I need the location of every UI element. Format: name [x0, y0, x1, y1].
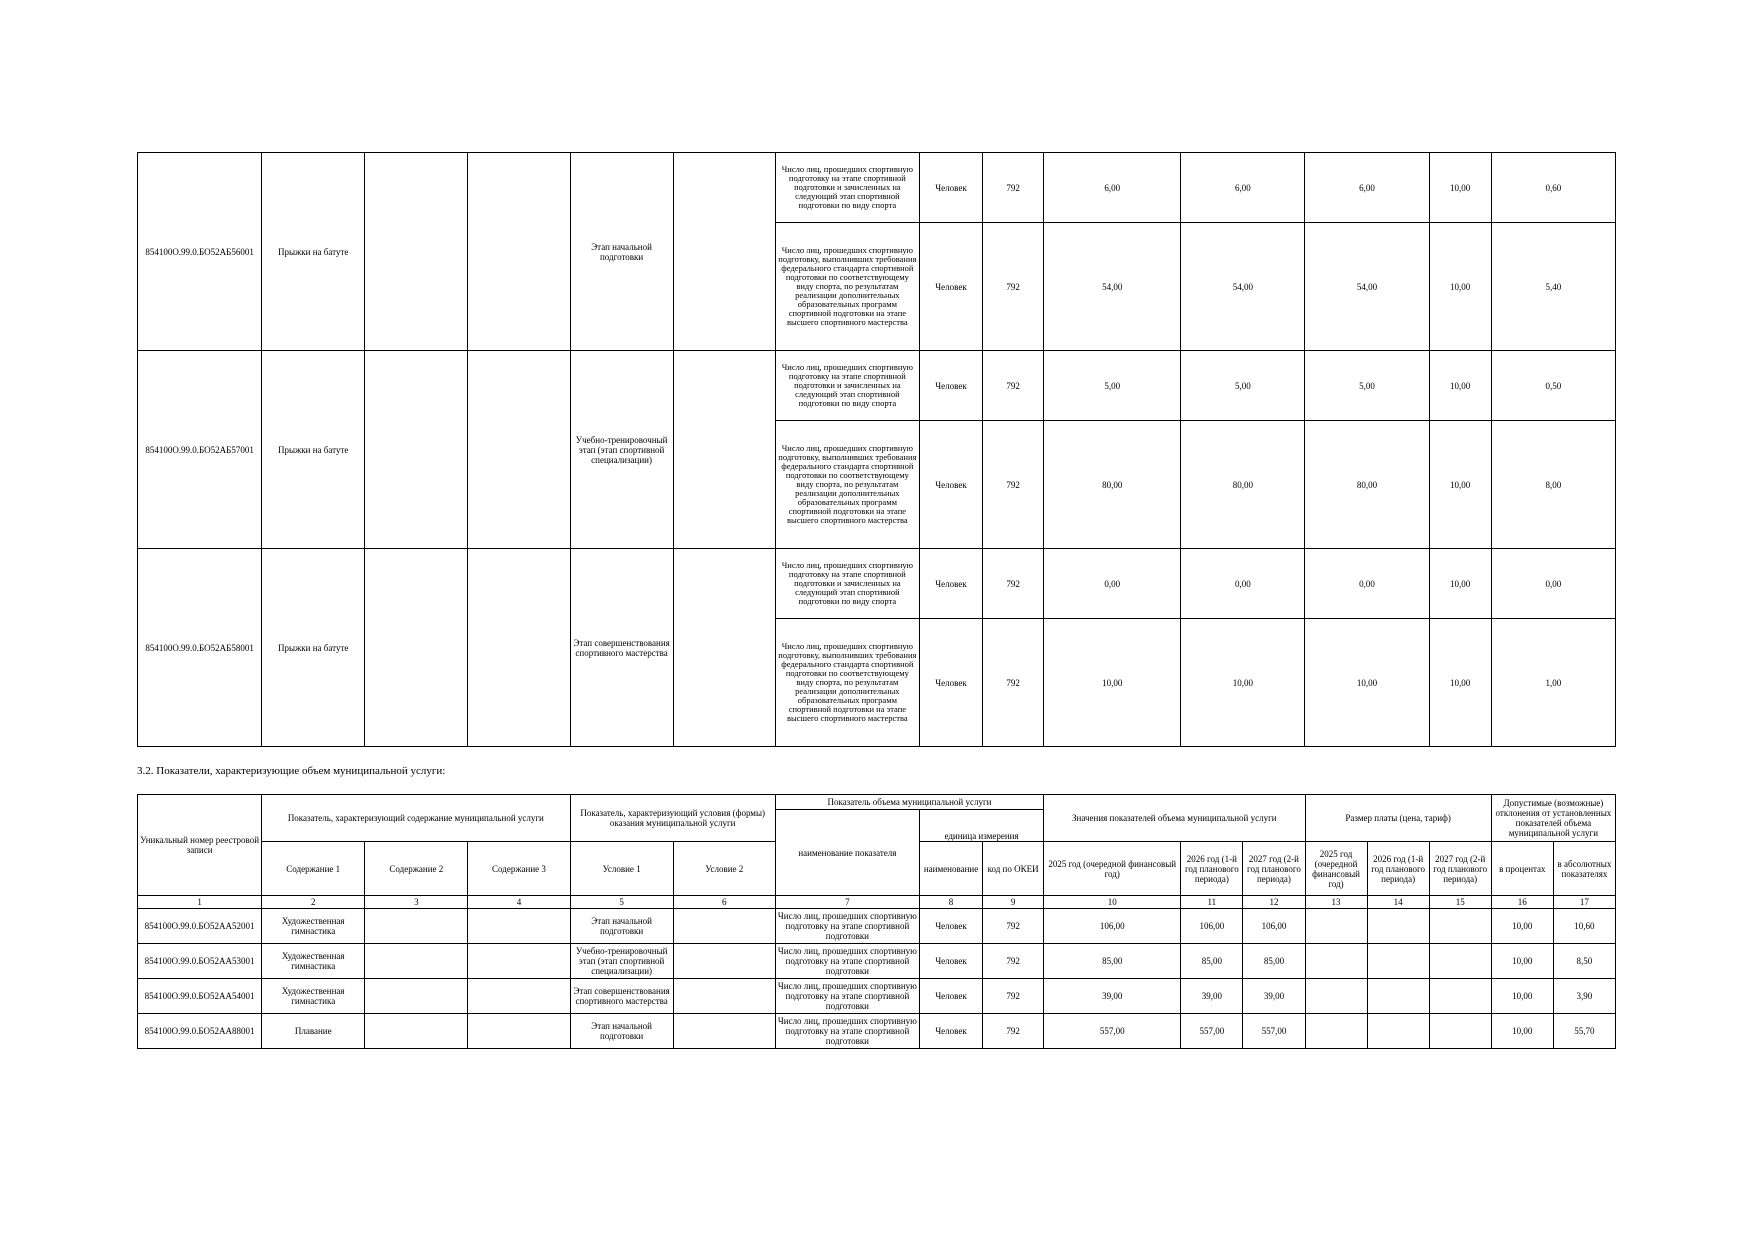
deviation-percent-cell: 10,00 — [1429, 619, 1491, 747]
registry-number: 854100О.99.0.БО52АА88001 — [138, 1014, 262, 1049]
condition-2-cell — [673, 549, 775, 747]
condition-2-cell — [673, 979, 775, 1014]
header-condition-group: Показатель, характеризующий условия (формы) оказания муниципальной услуги — [570, 795, 775, 842]
okei-code-cell: 792 — [983, 153, 1044, 223]
okei-code-cell: 792 — [983, 909, 1044, 944]
value-2025-cell: 0,00 — [1044, 549, 1181, 619]
header-values-group: Значения показателей объема муниципальной услуги — [1044, 795, 1305, 842]
content-2-cell — [365, 944, 468, 979]
value-2025-cell: 6,00 — [1044, 153, 1181, 223]
value-2025-cell: 557,00 — [1044, 1014, 1181, 1049]
header-unique-number: Уникальный номер реестровой записи — [138, 795, 262, 896]
unit-name-cell: Человек — [919, 153, 982, 223]
value-2025-cell: 54,00 — [1044, 223, 1181, 351]
content-2-cell — [365, 909, 468, 944]
content-2-cell — [365, 979, 468, 1014]
value-2025-cell: 106,00 — [1044, 909, 1181, 944]
deviation-absolute-cell: 8,50 — [1553, 944, 1615, 979]
table-row — [138, 351, 1616, 421]
value-2027-cell: 85,00 — [1243, 944, 1305, 979]
deviation-absolute-cell: 5,40 — [1491, 223, 1615, 351]
content-3-cell — [468, 549, 570, 747]
value-2026-cell: 80,00 — [1181, 421, 1305, 549]
deviation-percent-cell: 10,00 — [1429, 223, 1491, 351]
deviation-percent-cell: 10,00 — [1491, 1014, 1553, 1049]
value-2027-cell: 0,00 — [1305, 549, 1429, 619]
registry-number: 854100О.99.0.БО52АА53001 — [138, 944, 262, 979]
content-3-cell — [468, 153, 570, 351]
indicator-name-cell: Число лиц, прошедших спортивную подготовку на этапе спортивной подготовки и зачисленных на следующий этап спортивной подготовки по виду спорта — [775, 351, 919, 421]
header-content-group: Показатель, характеризующий содержание муниципальной услуги — [262, 795, 570, 842]
fee-2026-cell — [1367, 1014, 1429, 1049]
value-2027-cell: 10,00 — [1305, 619, 1429, 747]
value-2025-cell: 39,00 — [1044, 979, 1181, 1014]
column-number-cell: 5 — [570, 896, 673, 909]
header-in-percent: в процентах — [1491, 842, 1553, 896]
header-year-2026: 2026 год (1-й год планового периода) — [1181, 842, 1243, 896]
indicator-name-cell: Число лиц, прошедших спортивную подготовку на этапе спортивной подготовки — [775, 944, 919, 979]
column-number-cell: 1 — [138, 896, 262, 909]
value-2027-cell: 5,00 — [1305, 351, 1429, 421]
column-number-cell: 15 — [1429, 896, 1491, 909]
value-2026-cell: 54,00 — [1181, 223, 1305, 351]
column-numbers-row — [138, 896, 1616, 909]
condition-2-cell — [673, 153, 775, 351]
condition-1-cell: Этап начальной подготовки — [570, 153, 673, 351]
content-2-cell — [365, 351, 468, 549]
header-fee-2027: 2027 год (2-й год планового периода) — [1429, 842, 1491, 896]
deviation-percent-cell: 10,00 — [1429, 549, 1491, 619]
content-2-cell — [365, 1014, 468, 1049]
value-2026-cell: 5,00 — [1181, 351, 1305, 421]
header-year-2025: 2025 год (очередной финансовый год) — [1044, 842, 1181, 896]
indicator-name-cell: Число лиц, прошедших спортивную подготовку на этапе спортивной подготовки и зачисленных на следующий этап спортивной подготовки по виду спорта — [775, 549, 919, 619]
column-number-cell: 6 — [673, 896, 775, 909]
fee-2026-cell — [1367, 944, 1429, 979]
unit-name-cell: Человек — [919, 223, 982, 351]
deviation-absolute-cell: 0,00 — [1491, 549, 1615, 619]
condition-1-cell: Этап совершенствования спортивного мастерства — [570, 549, 673, 747]
indicator-name-cell: Число лиц, прошедших спортивную подготовку, выполнивших требования федерального стандарта спортивной подготовки по соответствующему виду спорта, по результатам реализации дополнительных образовательных программ спортивной подготовки на этапе высшего спортивного мастерства — [775, 619, 919, 747]
okei-code-cell: 792 — [983, 619, 1044, 747]
table-row — [138, 549, 1616, 619]
header-volume-group: Показатель объема муниципальной услуги — [775, 795, 1043, 810]
deviation-percent-cell: 10,00 — [1429, 153, 1491, 223]
content-1-cell: Прыжки на батуте — [262, 351, 365, 549]
column-number-cell: 12 — [1243, 896, 1305, 909]
fee-2027-cell — [1429, 979, 1491, 1014]
condition-2-cell — [673, 351, 775, 549]
okei-code-cell: 792 — [983, 979, 1044, 1014]
unit-name-cell: Человек — [919, 619, 982, 747]
okei-code-cell: 792 — [983, 1014, 1044, 1049]
deviation-percent-cell: 10,00 — [1491, 909, 1553, 944]
unit-name-cell: Человек — [919, 1014, 982, 1049]
content-3-cell — [468, 1014, 570, 1049]
okei-code-cell: 792 — [983, 944, 1044, 979]
indicator-name-cell: Число лиц, прошедших спортивную подготовку на этапе спортивной подготовки — [775, 909, 919, 944]
header-fee-2025: 2025 год (очередной финансовый год) — [1305, 842, 1367, 896]
table-row — [138, 979, 1616, 1014]
content-2-cell — [365, 549, 468, 747]
value-2027-cell: 557,00 — [1243, 1014, 1305, 1049]
column-number-cell: 14 — [1367, 896, 1429, 909]
header-content3: Содержание 3 — [468, 842, 570, 896]
fee-2026-cell — [1367, 979, 1429, 1014]
value-2026-cell: 106,00 — [1181, 909, 1243, 944]
deviation-absolute-cell: 0,60 — [1491, 153, 1615, 223]
fee-2025-cell — [1305, 909, 1367, 944]
condition-1-cell: Учебно-тренировочный этап (этап спортивной специализации) — [570, 351, 673, 549]
column-number-cell: 4 — [468, 896, 570, 909]
value-2026-cell: 85,00 — [1181, 944, 1243, 979]
value-2027-cell: 80,00 — [1305, 421, 1429, 549]
value-2027-cell: 54,00 — [1305, 223, 1429, 351]
table-row — [138, 153, 1616, 223]
content-3-cell — [468, 351, 570, 549]
header-indicator-name: наименование показателя — [775, 810, 919, 896]
fee-2027-cell — [1429, 909, 1491, 944]
value-2026-cell: 0,00 — [1181, 549, 1305, 619]
deviation-percent-cell: 10,00 — [1491, 944, 1553, 979]
content-3-cell — [468, 909, 570, 944]
content-1-cell: Художественная гимнастика — [262, 979, 365, 1014]
content-1-cell: Прыжки на батуте — [262, 153, 365, 351]
fee-2026-cell — [1367, 909, 1429, 944]
indicator-name-cell: Число лиц, прошедших спортивную подготовку на этапе спортивной подготовки — [775, 1014, 919, 1049]
unit-name-cell: Человек — [919, 549, 982, 619]
table-row — [138, 1014, 1616, 1049]
value-2026-cell: 10,00 — [1181, 619, 1305, 747]
fee-2025-cell — [1305, 944, 1367, 979]
value-2026-cell: 6,00 — [1181, 153, 1305, 223]
value-2026-cell: 557,00 — [1181, 1014, 1243, 1049]
header-unit-name: наименование — [919, 842, 982, 896]
content-3-cell — [468, 944, 570, 979]
deviation-percent-cell: 10,00 — [1491, 979, 1553, 1014]
value-2027-cell: 106,00 — [1243, 909, 1305, 944]
header-year-2027: 2027 год (2-й год планового периода) — [1243, 842, 1305, 896]
header-deviation-group: Допустимые (возможные) отклонения от установленных показателей объема муниципальной услуги — [1491, 795, 1615, 842]
column-number-cell: 11 — [1181, 896, 1243, 909]
fee-2027-cell — [1429, 1014, 1491, 1049]
section-title: 3.2. Показатели, характеризующие объем муниципальной услуги: — [137, 765, 446, 777]
content-2-cell — [365, 153, 468, 351]
condition-1-cell: Этап совершенствования спортивного мастерства — [570, 979, 673, 1014]
unit-name-cell: Человек — [919, 979, 982, 1014]
value-2027-cell: 6,00 — [1305, 153, 1429, 223]
header-condition1: Условие 1 — [570, 842, 673, 896]
deviation-absolute-cell: 0,50 — [1491, 351, 1615, 421]
registry-number: 854100О.99.0.БО52АБ56001 — [138, 153, 262, 351]
condition-1-cell: Этап начальной подготовки — [570, 1014, 673, 1049]
header-in-absolute: в абсолютных показателях — [1553, 842, 1615, 896]
deviation-absolute-cell: 1,00 — [1491, 619, 1615, 747]
condition-2-cell — [673, 909, 775, 944]
content-1-cell: Прыжки на батуте — [262, 549, 365, 747]
column-number-cell: 8 — [919, 896, 982, 909]
okei-code-cell: 792 — [983, 421, 1044, 549]
value-2025-cell: 80,00 — [1044, 421, 1181, 549]
deviation-absolute-cell: 10,60 — [1553, 909, 1615, 944]
okei-code-cell: 792 — [983, 223, 1044, 351]
registry-number: 854100О.99.0.БО52АБ58001 — [138, 549, 262, 747]
header-fee-group: Размер платы (цена, тариф) — [1305, 795, 1491, 842]
fee-2025-cell — [1305, 1014, 1367, 1049]
indicator-name-cell: Число лиц, прошедших спортивную подготовку, выполнивших требования федерального стандарта спортивной подготовки по соответствующему виду спорта, по результатам реализации дополнительных образовательных программ спортивной подготовки на этапе высшего спортивного мастерства — [775, 421, 919, 549]
content-1-cell: Художественная гимнастика — [262, 944, 365, 979]
condition-1-cell: Учебно-тренировочный этап (этап спортивной специализации) — [570, 944, 673, 979]
unit-name-cell: Человек — [919, 421, 982, 549]
registry-number: 854100О.99.0.БО52АА52001 — [138, 909, 262, 944]
indicator-name-cell: Число лиц, прошедших спортивную подготовку на этапе спортивной подготовки и зачисленных на следующий этап спортивной подготовки по виду спорта — [775, 153, 919, 223]
condition-1-cell: Этап начальной подготовки — [570, 909, 673, 944]
column-number-cell: 16 — [1491, 896, 1553, 909]
value-2025-cell: 10,00 — [1044, 619, 1181, 747]
volume-indicators-table — [137, 794, 1616, 1049]
header-content2: Содержание 2 — [365, 842, 468, 896]
unit-name-cell: Человек — [919, 944, 982, 979]
deviation-percent-cell: 10,00 — [1429, 421, 1491, 549]
okei-code-cell: 792 — [983, 549, 1044, 619]
column-number-cell: 7 — [775, 896, 919, 909]
condition-2-cell — [673, 1014, 775, 1049]
deviation-absolute-cell: 3,90 — [1553, 979, 1615, 1014]
column-number-cell: 10 — [1044, 896, 1181, 909]
column-number-cell: 3 — [365, 896, 468, 909]
column-number-cell: 2 — [262, 896, 365, 909]
column-number-cell: 13 — [1305, 896, 1367, 909]
unit-name-cell: Человек — [919, 351, 982, 421]
content-1-cell: Плавание — [262, 1014, 365, 1049]
fee-2025-cell — [1305, 979, 1367, 1014]
quality-indicators-table-continued — [137, 152, 1616, 747]
header-condition2: Условие 2 — [673, 842, 775, 896]
content-3-cell — [468, 979, 570, 1014]
header-okei-code: код по ОКЕИ — [983, 842, 1044, 896]
indicator-name-cell: Число лиц, прошедших спортивную подготовку на этапе спортивной подготовки — [775, 979, 919, 1014]
content-1-cell: Художественная гимнастика — [262, 909, 365, 944]
value-2026-cell: 39,00 — [1181, 979, 1243, 1014]
header-content1: Содержание 1 — [262, 842, 365, 896]
deviation-absolute-cell: 55,70 — [1553, 1014, 1615, 1049]
registry-number: 854100О.99.0.БО52АБ57001 — [138, 351, 262, 549]
deviation-absolute-cell: 8,00 — [1491, 421, 1615, 549]
value-2025-cell: 85,00 — [1044, 944, 1181, 979]
table-row — [138, 909, 1616, 944]
fee-2027-cell — [1429, 944, 1491, 979]
deviation-percent-cell: 10,00 — [1429, 351, 1491, 421]
indicator-name-cell: Число лиц, прошедших спортивную подготовку, выполнивших требования федерального стандарта спортивной подготовки по соответствующему виду спорта, по результатам реализации дополнительных образовательных программ спортивной подготовки на этапе высшего спортивного мастерства — [775, 223, 919, 351]
value-2025-cell: 5,00 — [1044, 351, 1181, 421]
column-number-cell: 9 — [983, 896, 1044, 909]
value-2027-cell: 39,00 — [1243, 979, 1305, 1014]
header-fee-2026: 2026 год (1-й год планового периода) — [1367, 842, 1429, 896]
registry-number: 854100О.99.0.БО52АА54001 — [138, 979, 262, 1014]
unit-name-cell: Человек — [919, 909, 982, 944]
condition-2-cell — [673, 944, 775, 979]
header-unit-group: единица измерения — [919, 810, 1043, 842]
column-number-cell: 17 — [1553, 896, 1615, 909]
okei-code-cell: 792 — [983, 351, 1044, 421]
table-row — [138, 944, 1616, 979]
